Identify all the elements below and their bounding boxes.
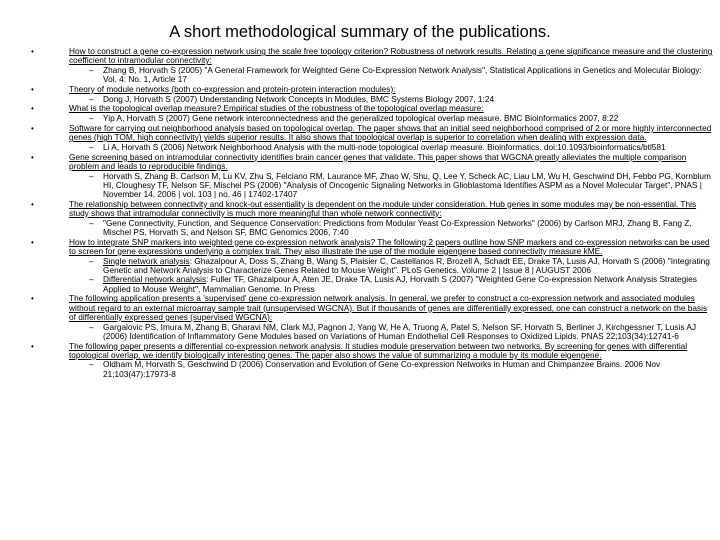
citation-text: Yip A, Horvath S (2007) Gene network interconnectedness and the generalized topological overlap measure. BMC Bioinformatics 2007, 8:22 bbox=[103, 113, 619, 124]
item-description: The following paper presents a differential co-expression network analysis. It studies module preservation between two networks. By screening for genes with differential topological overlap, we identify biologically interesting genes. The paper also shows the value of summarizing a module by its module eigengene. bbox=[69, 340, 688, 360]
dash-icon: – bbox=[89, 321, 94, 332]
item-description: Gene screening based on intramodular connectivity identifies brain cancer genes that validate. This paper shows that WGCNA greatly alleviates the multiple comparison problem and leads to reproducible findings. bbox=[69, 151, 687, 171]
dash-icon: – bbox=[89, 170, 94, 181]
citation bbox=[69, 360, 713, 378]
bullet-icon: • bbox=[31, 341, 34, 351]
citation bbox=[69, 219, 713, 237]
dash-icon: – bbox=[89, 141, 94, 152]
citation bbox=[69, 172, 713, 200]
dash-icon: – bbox=[89, 359, 94, 370]
citation-text: Zhang B, Horvath S (2005) "A General Framework for Weighted Gene Co-Expression Network Analysis", Statistical Applications in Genetics and Molecular Biology: Vol. 4: No. 1, Article 17 bbox=[103, 64, 702, 85]
citation-text: Oldham M, Horvath S, Geschwind D (2006) Conservation and Evolution of Gene Co-expression Networks in Human and Chimpanzee Brains. 2006 Nov 21;103(47):17973-8 bbox=[103, 359, 661, 379]
list-item bbox=[27, 200, 713, 237]
item-description: Software for carrying out neighborhood analysis based on topological overlap. The paper shows that an initial seed neighborhood comprised of 2 or more highly interconnected genes (high TOM, high connectivity) yields superior results. It also shows that topological overlap is superior to correlation when dealing with expression data. bbox=[69, 122, 712, 143]
citation-text: : Ghazalpour A, Doss S, Zhang B, Wang S, Plaisier C, Castellanos R, Brozell A, Schadt EE, Drake TA, Lusis AJ, Horvath S (2006) "Integrating Genetic and Network Analysis to Characterize Genes Related to Mouse Weight". PLoS Genetics. Volume 2 | Issue 8 | AUGUST 2006 bbox=[103, 255, 710, 275]
citation-text: Li A, Horvath S (2006) Network Neighborhood Analysis with the multi-node topological overlap measure. Bioinformatics. doi:10.1093/bioinformatics/btl581 bbox=[103, 141, 666, 152]
citation bbox=[69, 257, 713, 275]
list-item bbox=[27, 238, 713, 294]
publication-list bbox=[27, 47, 713, 379]
bullet-icon: • bbox=[31, 104, 34, 114]
bullet-icon: • bbox=[31, 152, 34, 162]
bullet-icon: • bbox=[31, 294, 34, 304]
item-description: The following application presents a 'supervised' gene co-expression network analysis. In general, we prefer to construct a co-expression network and associated modules without regard to an external microarray sample trait (unsupervised WGCNA). But if thousands of genes are differentially expressed, one can construct a network on the basis of differentially expressed genes (supervised WGCNA): bbox=[69, 293, 708, 322]
citation-lead: Single network analysis bbox=[103, 255, 190, 266]
list-item bbox=[27, 85, 713, 104]
list-item bbox=[27, 47, 713, 84]
item-description: How to integrate SNP markers into weighted gene co-expression network analysis? The following 2 papers outline how SNP markers and co-expression networks can be used to screen for gene expressions underlying a complex trait. They also illustrate the use of the module eigengene based connectivity measure kME. bbox=[69, 236, 710, 256]
bullet-icon: • bbox=[31, 123, 34, 133]
citation-text: Dong J, Horvath S (2007) Understanding Network Concepts in Modules, BMC Systems Biology 2007, 1:24 bbox=[103, 93, 495, 104]
dash-icon: – bbox=[89, 255, 94, 266]
bullet-icon: • bbox=[31, 237, 34, 247]
citation bbox=[69, 323, 713, 341]
dash-icon: – bbox=[89, 93, 94, 104]
bullet-icon: • bbox=[31, 84, 34, 94]
citation-text: : Fuller TF, Ghazalpour A, Aten JE, Drake TA, Lusis AJ, Horvath S (2007) "Weighted Gene Co-expression Network Analysis Strategies Applied to Mouse Weight", Mammalian Genome. In Press bbox=[103, 274, 697, 294]
list-item bbox=[27, 124, 713, 152]
item-description: How to construct a gene co-expression network using the scale free topology criterion? Robustness of network results. Relating a gene significance measure and the clustering coefficient to intramodular connectivity: bbox=[69, 46, 713, 66]
list-item bbox=[27, 294, 713, 341]
bullet-icon: • bbox=[31, 47, 34, 56]
item-description: What is the topological overlap measure? Empirical studies of the robustness of the topological overlap measure: bbox=[69, 103, 484, 114]
page-title: A short methodological summary of the publications. bbox=[169, 23, 551, 41]
citation bbox=[69, 66, 713, 84]
citation-text: Gargalovic PS, Imura M, Zhang B, Gharavi NM, Clark MJ, Pagnon J, Yang W, He A, Truong A, Patel S, Nelson SF, Horvath S, Berliner J, Kirchgessner T, Lusis AJ (2006) Identification of Inflammatory Gene Modules based on Variations of Human Endothelial Cell Responses to Oxidized Lipids. PNAS 22;103(34):12741-6 bbox=[103, 321, 697, 341]
dash-icon: – bbox=[89, 113, 94, 124]
item-description: The relationship between connectivity and knock-out essentiality is dependent on the module under consideration. Hub genes in some modules may be non-essential. This study shows that intramodular connectivity is much more meaningful than whole network connectivity: bbox=[69, 198, 697, 218]
dash-icon: – bbox=[89, 217, 94, 228]
citation-text: Horvath S, Zhang B, Carlson M, Lu KV, Zhu S, Felciano RM, Laurance MF, Zhao W, Shu, Q, Lee Y, Scheck AC, Liau LM, Wu H, Geschwind DH, Febbo PG, Kornblum HI, Cloughesy TF, Nelson SF, Mischel PS (2006) "Analysis of Oncogenic Signaling Networks in Glioblastoma Identifies ASPM as a Novel Molecular Target", PNAS | November 14, 2006 | vol. 103 | no. 46 | 17402-17407 bbox=[103, 170, 711, 199]
list-item bbox=[27, 104, 713, 123]
citation bbox=[69, 275, 713, 293]
citation-lead: Differential network analysis bbox=[103, 274, 207, 285]
list-item bbox=[27, 153, 713, 200]
dash-icon: – bbox=[89, 64, 94, 75]
item-description: Theory of module networks (both co-expression and protein-protein interaction modules): bbox=[69, 83, 396, 94]
bullet-icon: • bbox=[31, 199, 34, 209]
list-item bbox=[27, 342, 713, 379]
citation-text: "Gene Connectivity, Function, and Sequence Conservation: Predictions from Modular Yeast Co-Expression Networks" (2006) by Carlson MRJ, Zhang B, Fang Z, Mischel PS, Horvath S, and Nelson SF, BMC Genomics 2006, 7:40 bbox=[103, 217, 692, 237]
dash-icon: – bbox=[89, 274, 94, 285]
